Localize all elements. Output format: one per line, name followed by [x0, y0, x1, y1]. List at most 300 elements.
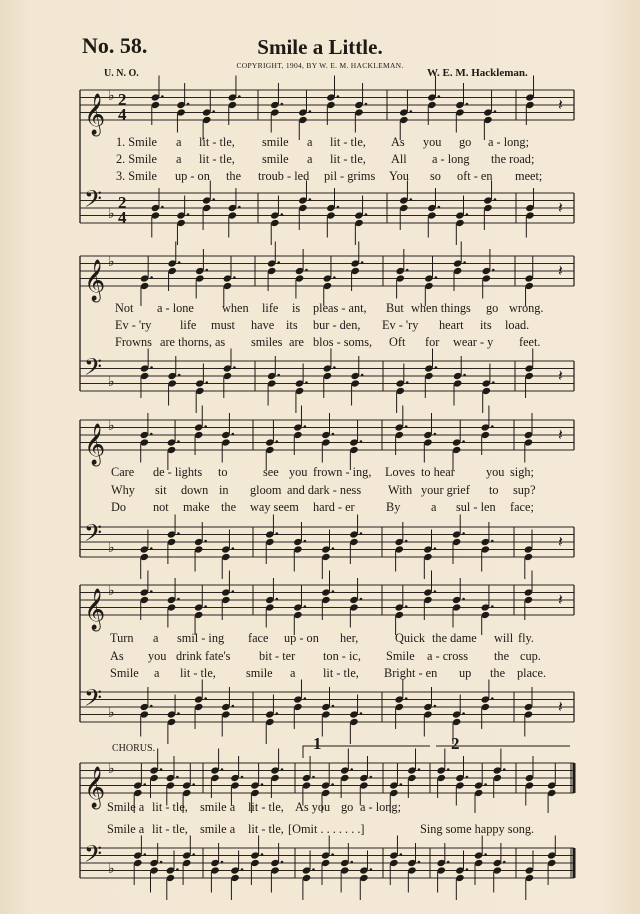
note-dot	[150, 590, 153, 593]
note-dot	[405, 605, 408, 608]
note-dot	[304, 605, 307, 608]
lyric-word: frown - ing,	[313, 465, 372, 479]
note-dot	[150, 433, 153, 436]
note-dot	[333, 366, 336, 369]
lyric-word: Smile	[386, 649, 415, 663]
note-dot	[332, 433, 335, 436]
time-signature-bottom: 4	[118, 105, 127, 124]
note-dot	[462, 712, 465, 715]
lyric-word: when things	[411, 301, 471, 315]
lyric-word: you	[423, 135, 442, 149]
lyric-word: As you	[295, 800, 331, 814]
flat-key-signature-icon: ♭	[108, 254, 115, 270]
note-dot	[276, 440, 279, 443]
rest-icon: 𝄽	[558, 697, 563, 716]
flat-key-signature-icon: ♭	[108, 583, 115, 599]
lyric-word: 1. Smile	[116, 135, 157, 149]
note-dot	[491, 605, 494, 608]
note-dot	[212, 110, 215, 113]
note-dot	[438, 206, 441, 209]
note-dot	[305, 381, 308, 384]
note-dot	[360, 598, 363, 601]
note-dot	[494, 110, 497, 113]
lyric-word: lit - tle,	[180, 666, 216, 680]
flat-key-signature-icon: ♭	[108, 705, 115, 721]
note-dot	[333, 276, 336, 279]
lyric-word: are thorns, as	[160, 335, 226, 349]
note-dot	[350, 768, 353, 771]
note-dot	[312, 776, 315, 779]
note-dot	[160, 768, 163, 771]
bass-clef-icon: 𝄢	[84, 185, 103, 218]
note-dot	[309, 110, 312, 113]
lyric-word: sigh;	[510, 465, 534, 479]
lyric-line	[0, 336, 640, 350]
lyric-word: All	[391, 152, 407, 166]
lyric-word: Do	[111, 500, 127, 514]
note-dot	[161, 206, 164, 209]
flat-key-signature-icon: ♭	[108, 418, 115, 434]
lyric-word: lit - tle,	[248, 822, 284, 836]
lyric-word: are	[289, 335, 305, 349]
flat-key-signature-icon: ♭	[108, 374, 115, 390]
lyric-word: up - on	[284, 631, 319, 645]
lyric-word: you	[486, 465, 505, 479]
rest-icon: 𝄽	[558, 261, 563, 280]
note-dot	[405, 540, 408, 543]
rest-icon: 𝄽	[558, 590, 563, 609]
note-dot	[438, 95, 441, 98]
note-dot	[466, 213, 469, 216]
lyric-word: As	[391, 135, 405, 149]
note-dot	[160, 861, 163, 864]
note-dot	[360, 532, 363, 535]
note-dot	[143, 783, 146, 786]
note-dot	[241, 868, 244, 871]
lyric-word: meet;	[515, 169, 543, 183]
lyric-word: Smile a	[107, 822, 145, 836]
second-ending-number: 2	[451, 734, 460, 753]
note-dot	[331, 853, 334, 856]
lyric-word: Oft	[389, 335, 406, 349]
note-dot	[337, 95, 340, 98]
note-dot	[238, 95, 241, 98]
lyric-line	[0, 650, 640, 664]
note-dot	[503, 861, 506, 864]
lyric-word: smiles	[251, 335, 283, 349]
lyric-word: smile	[246, 666, 273, 680]
note-dot	[400, 853, 403, 856]
flat-key-signature-icon: ♭	[108, 861, 115, 877]
lyric-word: load.	[505, 318, 530, 332]
note-dot	[277, 261, 280, 264]
note-dot	[466, 103, 469, 106]
note-dot	[434, 705, 437, 708]
note-dot	[176, 868, 179, 871]
note-dot	[177, 440, 180, 443]
flat-key-signature-icon: ♭	[108, 206, 115, 222]
lyric-word: wrong.	[509, 301, 544, 315]
flat-key-signature-icon: ♭	[108, 761, 115, 777]
lyric-word: for	[425, 335, 440, 349]
lyric-word: way seem	[250, 500, 299, 514]
lyric-line	[0, 667, 640, 681]
note-dot	[212, 198, 215, 201]
note-dot	[332, 705, 335, 708]
lyric-word: troub - led	[258, 169, 310, 183]
note-dot	[406, 269, 409, 272]
note-dot	[192, 853, 195, 856]
lyric-word: smile	[262, 135, 289, 149]
lyric-word: in	[219, 483, 229, 497]
lyric-word: drink fate's	[176, 649, 231, 663]
note-dot	[150, 366, 153, 369]
lyric-word: a	[176, 135, 182, 149]
lyric-word: cup.	[520, 649, 541, 663]
note-dot	[204, 540, 207, 543]
lyric-word: place.	[517, 666, 547, 680]
first-ending-number: 1	[313, 734, 322, 753]
lyric-word: and dark - ness	[287, 483, 362, 497]
lyric-word: sup?	[513, 483, 536, 497]
lyric-word: life	[262, 301, 279, 315]
lyric-word: go	[486, 301, 499, 315]
note-dot	[365, 213, 368, 216]
lyric-word: a - lone	[157, 301, 194, 315]
lyric-word: gloom	[250, 483, 282, 497]
note-dot	[232, 547, 235, 550]
time-signature-top: 2	[118, 193, 127, 212]
lyric-word: smil - ing	[177, 631, 225, 645]
chorus-lyric-line	[0, 823, 640, 837]
note-dot	[484, 783, 487, 786]
lyric-word: a	[431, 500, 437, 514]
chorus-label: CHORUS.	[112, 743, 156, 754]
note-dot	[178, 261, 181, 264]
lyric-word: the	[221, 500, 237, 514]
note-dot	[233, 276, 236, 279]
lyric-line	[0, 632, 640, 646]
lyric-word: Ev - 'ry	[382, 318, 419, 332]
lyric-line	[0, 153, 640, 167]
bass-clef-icon: 𝄢	[84, 519, 103, 552]
lyric-word: must	[211, 318, 235, 332]
note-dot	[150, 547, 153, 550]
lyric-line	[0, 501, 640, 515]
rest-icon: 𝄽	[558, 425, 563, 444]
rest-icon: 𝄽	[558, 198, 563, 217]
chorus-lyric-line	[0, 801, 640, 815]
lyric-word: bit - ter	[259, 649, 296, 663]
lyric-word: Sing some happy song.	[420, 822, 535, 836]
lyric-word: so	[430, 169, 441, 183]
lyric-line	[0, 466, 640, 480]
note-dot	[232, 705, 235, 708]
lyric-word: You	[389, 169, 409, 183]
note-dot	[410, 110, 413, 113]
lyric-word: your grief	[421, 483, 470, 497]
note-dot	[261, 853, 264, 856]
lyric-word: when	[222, 301, 249, 315]
lyric-word: [Omit . . . . . . .]	[288, 822, 365, 836]
lyric-word: a - cross	[427, 649, 468, 663]
note-dot	[281, 861, 284, 864]
lyric-word: Quick	[395, 631, 426, 645]
note-dot	[304, 425, 307, 428]
lyric-word: feet.	[519, 335, 541, 349]
note-dot	[177, 532, 180, 535]
note-dot	[281, 768, 284, 771]
note-dot	[331, 783, 334, 786]
lyric-word: Ev - 'ry	[115, 318, 152, 332]
note-dot	[261, 783, 264, 786]
note-dot	[337, 206, 340, 209]
note-dot	[312, 868, 315, 871]
lyric-word: life	[180, 318, 197, 332]
lyric-word: oft - en	[457, 169, 493, 183]
lyric-word: have	[251, 318, 275, 332]
treble-clef-icon: 𝄞	[84, 424, 106, 465]
lyric-word: to	[218, 465, 228, 479]
bass-clef-icon: 𝄢	[84, 840, 103, 873]
lyric-word: go	[459, 135, 472, 149]
lyric-word: the road;	[491, 152, 535, 166]
lyric-line	[0, 170, 640, 184]
note-dot	[466, 776, 469, 779]
note-dot	[406, 381, 409, 384]
treble-clef-icon: 𝄞	[84, 94, 106, 135]
lyric-word: fly.	[518, 631, 534, 645]
note-dot	[462, 598, 465, 601]
note-dot	[361, 261, 364, 264]
lyric-word: lit - tle,	[152, 800, 188, 814]
lyric-word: lit - tle,	[199, 135, 235, 149]
note-dot	[238, 206, 241, 209]
lyric-word: lit - tle,	[248, 800, 284, 814]
note-dot	[350, 861, 353, 864]
lyric-word: Loves	[385, 465, 416, 479]
lyric-word: is	[292, 301, 301, 315]
note-dot	[418, 768, 421, 771]
note-dot	[491, 697, 494, 700]
lyric-line	[0, 136, 640, 150]
note-dot	[177, 712, 180, 715]
lyric-word: Bright - en	[384, 666, 438, 680]
lyric-word: Frowns	[115, 335, 152, 349]
copyright-notice: COPYRIGHT, 1904, BY W. E. M. HACKLEMAN.	[236, 61, 404, 70]
note-dot	[241, 776, 244, 779]
note-dot	[492, 269, 495, 272]
lyric-word: Smile	[110, 666, 139, 680]
lyric-word: lit - tle,	[330, 135, 366, 149]
treble-clef-icon: 𝄞	[84, 260, 106, 301]
lyric-word: a - long;	[360, 800, 401, 814]
note-dot	[492, 381, 495, 384]
lyric-word: will	[494, 631, 514, 645]
lyric-word: heart	[439, 318, 464, 332]
lyric-word: a	[154, 666, 160, 680]
lyric-word: bur - den,	[313, 318, 361, 332]
lyric-word: to	[489, 483, 499, 497]
note-dot	[332, 547, 335, 550]
note-dot	[418, 861, 421, 864]
lyric-line	[0, 484, 640, 498]
lyric-word: blos - soms,	[313, 335, 373, 349]
lyric-word: the	[490, 666, 506, 680]
note-dot	[434, 433, 437, 436]
note-dot	[447, 768, 450, 771]
lyric-word: smile a	[200, 822, 236, 836]
note-dot	[204, 425, 207, 428]
note-dot	[447, 861, 450, 864]
hymn-title: Smile a Little.	[257, 35, 383, 59]
note-dot	[232, 433, 235, 436]
note-dot	[370, 868, 373, 871]
lyric-word: sit	[155, 483, 167, 497]
note-dot	[405, 697, 408, 700]
note-dot	[361, 374, 364, 377]
lyric-word: Smile a	[107, 800, 145, 814]
lyric-word: With	[388, 483, 413, 497]
treble-clef-icon: 𝄞	[84, 767, 106, 808]
bass-clef-icon: 𝄢	[84, 684, 103, 717]
rest-icon: 𝄽	[558, 366, 563, 385]
lyric-word: a	[176, 152, 182, 166]
note-dot	[503, 768, 506, 771]
note-dot	[205, 269, 208, 272]
note-dot	[370, 776, 373, 779]
lyric-word: face;	[510, 500, 534, 514]
lyric-word: its	[286, 318, 298, 332]
lyric-word: the dame	[432, 631, 477, 645]
note-dot	[462, 440, 465, 443]
note-dot	[305, 269, 308, 272]
lyric-line	[0, 319, 640, 333]
lyric-word: up	[459, 666, 472, 680]
note-dot	[176, 776, 179, 779]
note-dot	[204, 697, 207, 700]
note-dot	[177, 598, 180, 601]
lyric-word: pil - grims	[324, 169, 376, 183]
note-dot	[463, 261, 466, 264]
note-dot	[491, 540, 494, 543]
note-dot	[435, 276, 438, 279]
note-dot	[232, 590, 235, 593]
lyric-word: hard - er	[313, 500, 355, 514]
lyric-word: the	[494, 649, 510, 663]
note-dot	[494, 198, 497, 201]
lyric-word: down	[181, 483, 209, 497]
note-dot	[360, 440, 363, 443]
note-dot	[221, 768, 224, 771]
note-dot	[491, 425, 494, 428]
bass-clef-icon: 𝄢	[84, 353, 103, 386]
lyric-word: Not	[115, 301, 134, 315]
rest-icon: 𝄽	[558, 532, 563, 551]
treble-clef-icon: 𝄞	[84, 589, 106, 630]
note-dot	[276, 598, 279, 601]
lyric-word: go	[341, 800, 354, 814]
lyric-word: Why	[111, 483, 135, 497]
note-dot	[150, 705, 153, 708]
lyric-word: you	[289, 465, 308, 479]
note-dot	[462, 532, 465, 535]
note-dot	[277, 374, 280, 377]
lyric-word: her,	[340, 631, 359, 645]
lyric-word: ton - ic,	[323, 649, 361, 663]
note-dot	[304, 540, 307, 543]
lyric-word: wear - y	[453, 335, 494, 349]
note-dot	[187, 103, 190, 106]
note-dot	[434, 590, 437, 593]
first-ending-bracket	[303, 746, 430, 758]
lyric-word: a	[290, 666, 296, 680]
lyric-word: a	[153, 631, 159, 645]
note-dot	[276, 712, 279, 715]
lyric-word: up - on	[175, 169, 210, 183]
lyric-word: Turn	[110, 631, 134, 645]
lyric-word: you	[148, 649, 167, 663]
note-dot	[332, 590, 335, 593]
note-dot	[484, 853, 487, 856]
composer: W. E. M. Hackleman.	[427, 67, 528, 79]
lyric-word: 2. Smile	[116, 152, 157, 166]
note-dot	[400, 783, 403, 786]
lyric-word: smile	[262, 152, 289, 166]
note-dot	[360, 712, 363, 715]
note-dot	[276, 532, 279, 535]
lyric-word: a - long;	[488, 135, 529, 149]
lyric-word: pleas - ant,	[313, 301, 367, 315]
lyric-word: By	[386, 500, 401, 514]
lyric-word: its	[480, 318, 492, 332]
note-dot	[281, 103, 284, 106]
lyric-word: a - long	[432, 152, 470, 166]
lyric-word: not	[153, 500, 169, 514]
note-dot	[204, 605, 207, 608]
note-dot	[435, 366, 438, 369]
note-dot	[365, 103, 368, 106]
note-dot	[221, 861, 224, 864]
note-dot	[143, 853, 146, 856]
lyric-word: make	[183, 500, 210, 514]
note-dot	[405, 425, 408, 428]
lyric-word: sul - len	[456, 500, 496, 514]
note-dot	[281, 213, 284, 216]
hymn-number: No. 58.	[82, 33, 148, 58]
rest-icon: 𝄽	[558, 95, 563, 114]
note-dot	[466, 868, 469, 871]
time-signature-bottom: 4	[118, 208, 127, 227]
lyric-word: lit - tle,	[323, 666, 359, 680]
time-signature-top: 2	[118, 90, 127, 109]
lyric-word: see	[263, 465, 279, 479]
lyric-word: lit - tle,	[152, 822, 188, 836]
note-dot	[187, 213, 190, 216]
note-dot	[410, 198, 413, 201]
lyric-word: to hear	[421, 465, 455, 479]
note-dot	[161, 95, 164, 98]
lyric-word: face	[248, 631, 269, 645]
lyric-word: 3. Smile	[116, 169, 157, 183]
note-dot	[304, 697, 307, 700]
note-dot	[434, 547, 437, 550]
lyric-word: But	[386, 301, 404, 315]
tune-name: U. N. O.	[104, 68, 139, 79]
flat-key-signature-icon: ♭	[108, 540, 115, 556]
note-dot	[309, 198, 312, 201]
lyric-line	[0, 302, 640, 316]
